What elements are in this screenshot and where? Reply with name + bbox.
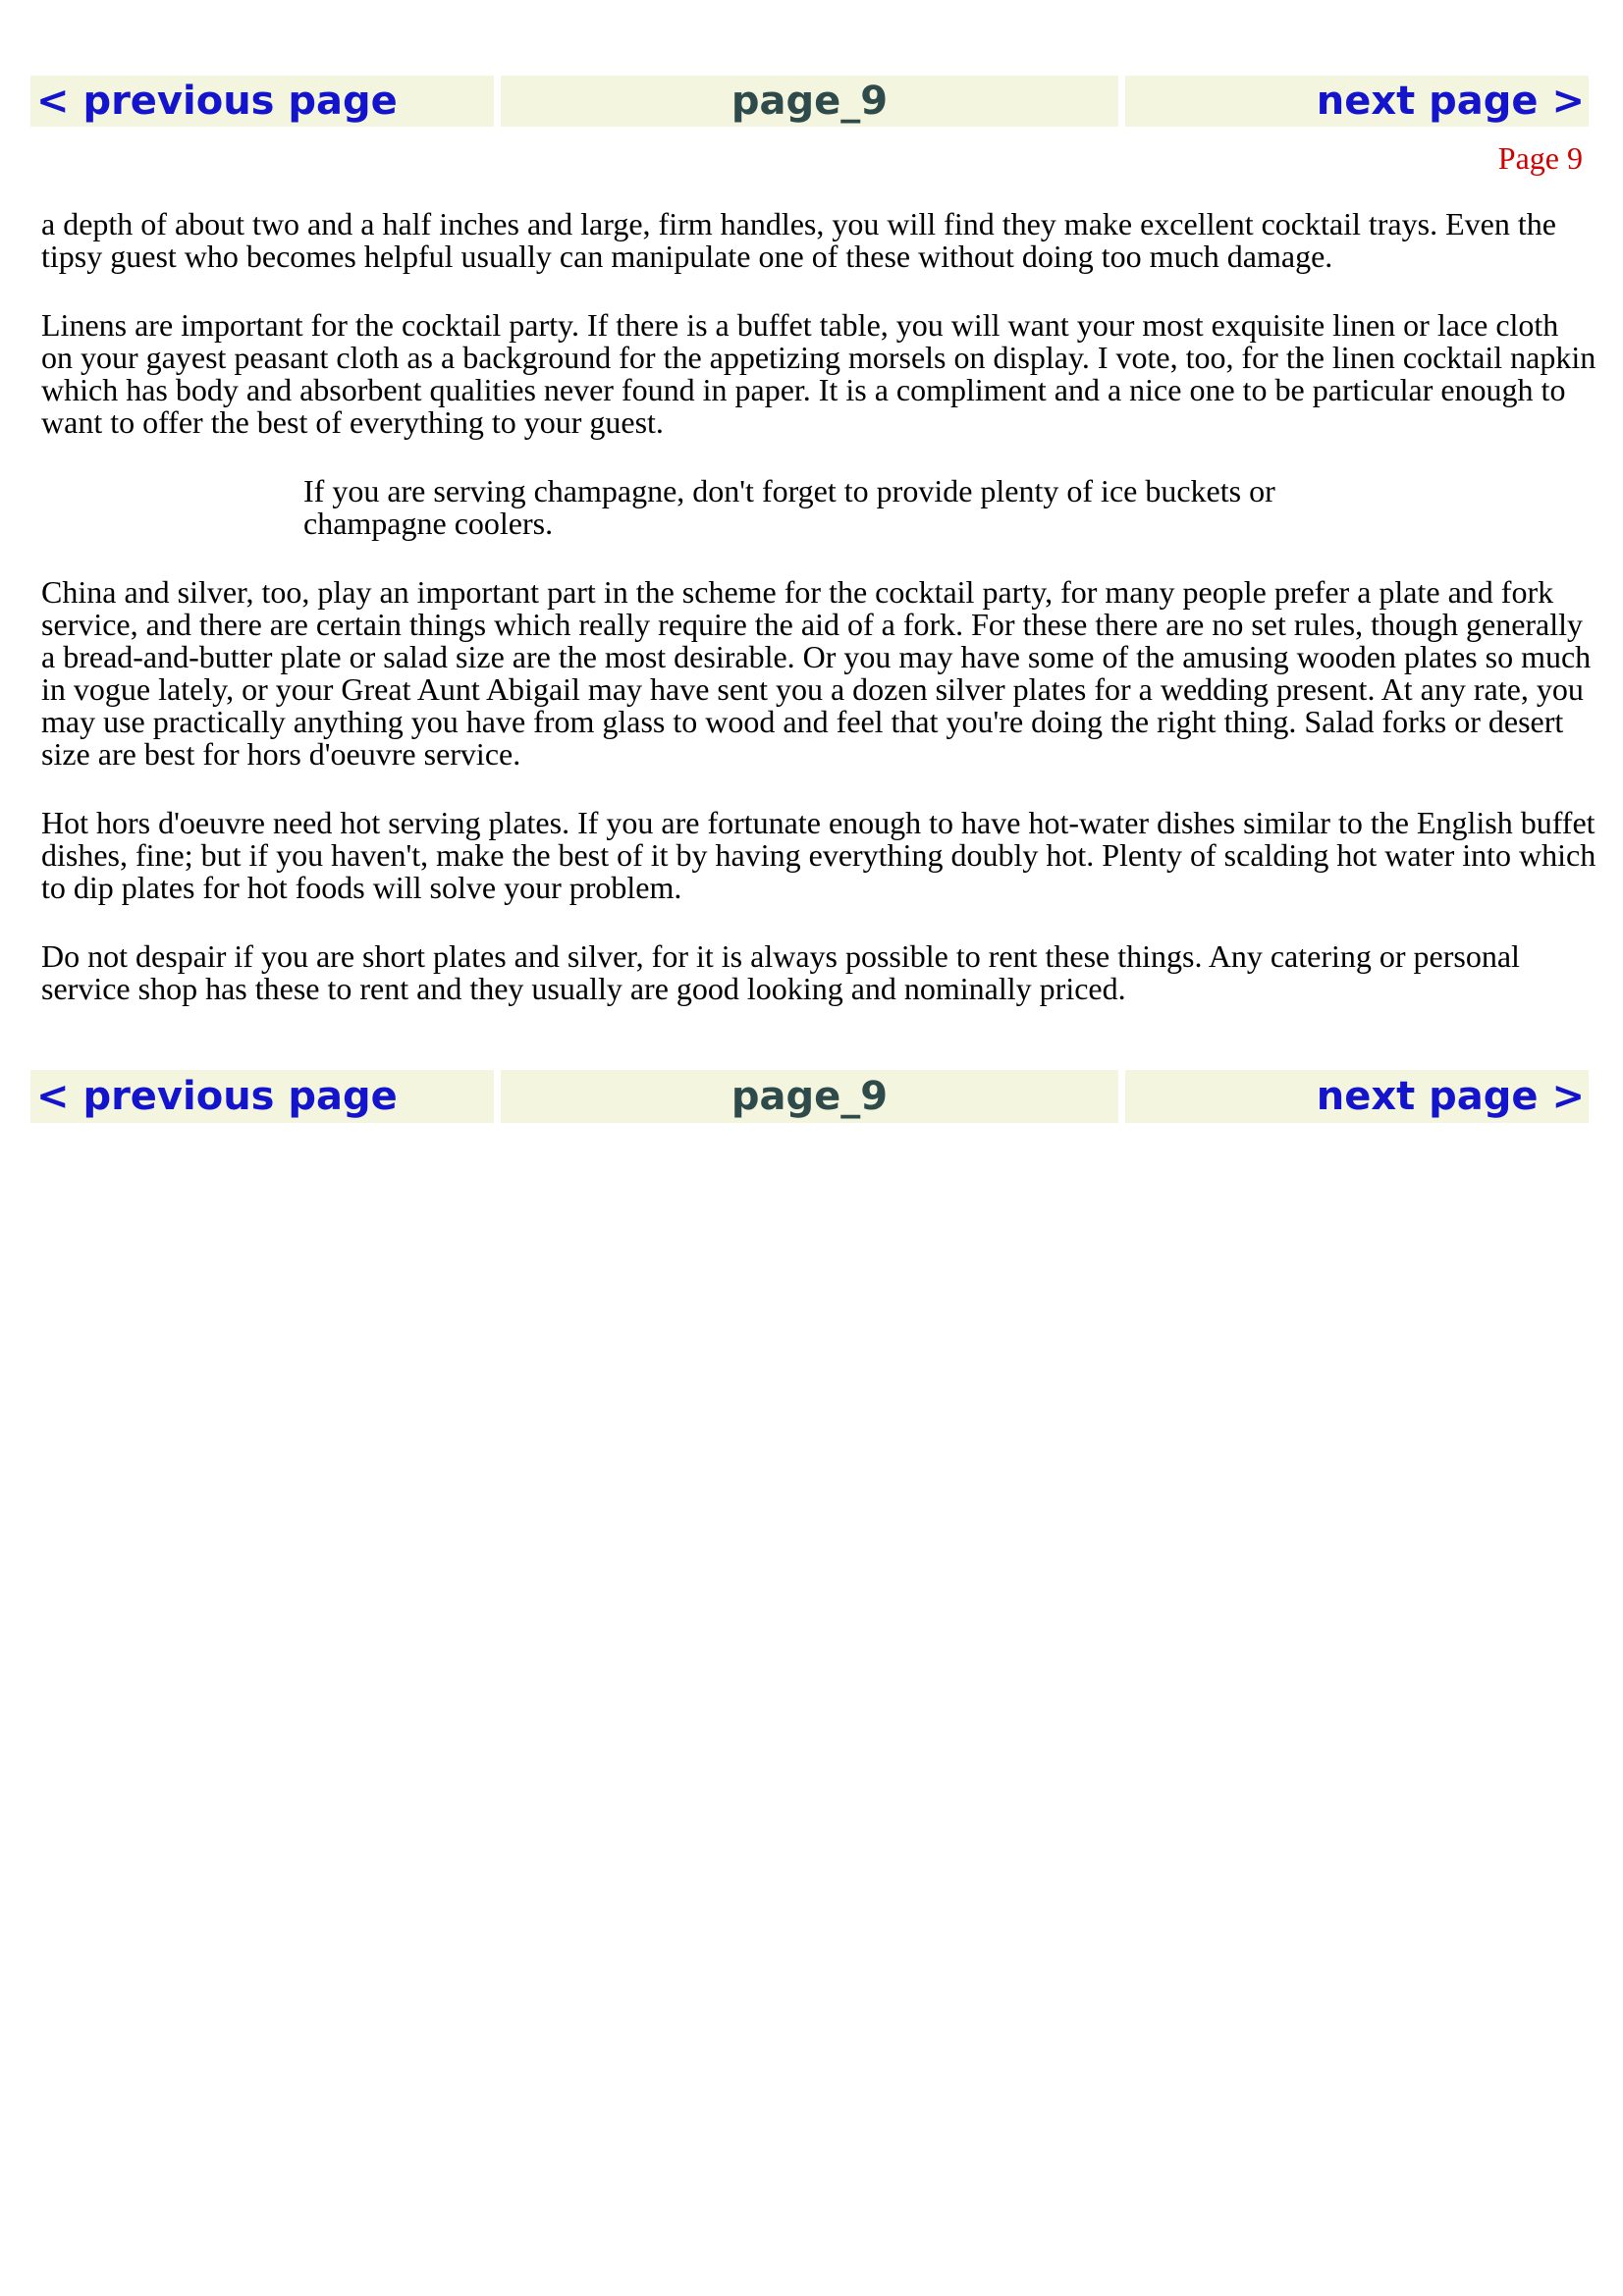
- paragraph: Linens are important for the cocktail party. If there is a buffet table, you will want your most exquisite linen or lace cloth on your gayest peasant cloth as a background for the appetizing morsels on display. I vote, too, for the linen cocktail napkin which has body and absorbent qualities never found in paper. It is a compliment and a nice one to be particular enough to want to offer the best of everything to your guest.: [41, 307, 1596, 440]
- page-label: page_9: [501, 76, 1118, 127]
- next-page-link[interactable]: next page >: [1125, 76, 1589, 127]
- page-content: [41, 208, 1597, 1041]
- next-page-link[interactable]: next page >: [1125, 1070, 1589, 1123]
- previous-page-link[interactable]: < previous page: [30, 76, 494, 127]
- page-number: Page 9: [1497, 140, 1583, 176]
- paragraph: a depth of about two and a half inches and large, firm handles, you will find they make excellent cocktail trays. Even the tipsy guest who becomes helpful usually can manipulate one of these without doing too much damage.: [41, 206, 1556, 274]
- paragraph: Hot hors d'oeuvre need hot serving plates. If you are fortunate enough to have hot-water dishes similar to the English buffet dishes, fine; but if you haven't, make the best of it by having everything doubly hot. Plenty of scalding hot water into which to dip plates for hot foods will solve your problem.: [41, 805, 1596, 905]
- indented-note: If you are serving champagne, don't forget to provide plenty of ice buckets or champagne coolers.: [303, 473, 1275, 541]
- previous-page-link[interactable]: < previous page: [30, 1070, 494, 1123]
- paragraph: Do not despair if you are short plates and silver, for it is always possible to rent these things. Any catering or personal service shop has these to rent and they usually are good looking and nominally priced.: [41, 938, 1520, 1006]
- paragraph: China and silver, too, play an important part in the scheme for the cocktail party, for many people prefer a plate and fork service, and there are certain things which really require the aid of a fork. For these there are no set rules, though generally a bread-and-butter plate or salad size are the most desirable. Or you may have some of the amusing wooden plates so much in vogue lately, or your Great Aunt Abigail may have sent you a dozen silver plates for a wedding present. At any rate, you may use practically anything you have from glass to wood and feel that you're doing the right thing. Salad forks or desert size are best for hors d'oeuvre service.: [41, 574, 1592, 772]
- bottom-navigation-bar: [30, 1070, 1589, 1123]
- top-navigation-bar: [30, 76, 1589, 127]
- page-label: page_9: [501, 1070, 1118, 1123]
